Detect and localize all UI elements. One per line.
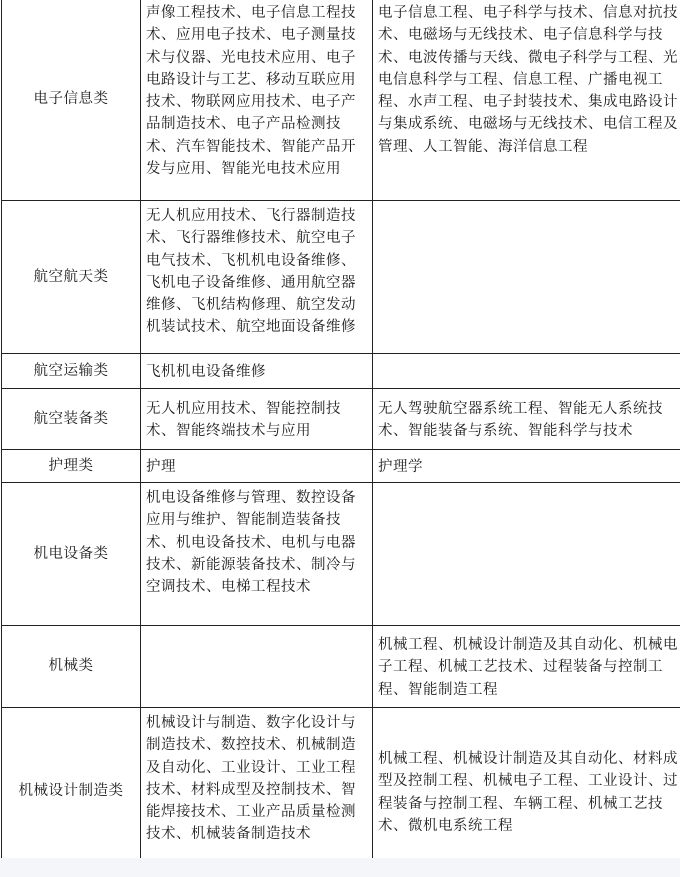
table-row — [2, 389, 680, 450]
category-cell: 航空运输类 — [2, 354, 141, 389]
vocational-majors-cell — [141, 626, 373, 708]
vocational-majors-cell: 声像工程技术、电子信息工程技术、应用电子技术、电子测量技术与仪器、光电技术应用、电子电路设计与工艺、移动互联应用技术、物联网应用技术、电子产品制造技术、电子产品检测技术、汽车智能技术、智能产品开发与应用、智能光电技术应用 — [141, 0, 373, 201]
table-row — [2, 708, 680, 859]
vocational-majors-cell: 机电设备维修与管理、数控设备应用与维护、智能制造装备技术、机电设备技术、电机与电器技术、新能源装备技术、制冷与空调技术、电梯工程技术 — [141, 483, 373, 626]
table-row — [2, 450, 680, 483]
undergraduate-majors-cell: 电子信息工程、电子科学与技术、信息对抗技术、电磁场与无线技术、电子信息科学与技术、电波传播与天线、微电子科学与工程、光电信息科学与工程、信息工程、广播电视工程、水声工程、电子封装技术、集成电路设计与集成系统、电磁场与无线技术、电信工程及管理、人工智能、海洋信息工程 — [373, 0, 680, 201]
table-row — [2, 483, 680, 626]
undergraduate-majors-cell — [373, 354, 680, 389]
vocational-majors-cell: 护理 — [141, 450, 373, 483]
category-cell: 航空装备类 — [2, 389, 141, 450]
undergraduate-majors-cell: 无人驾驶航空器系统工程、智能无人系统技术、智能装备与系统、智能科学与技术 — [373, 389, 680, 450]
category-cell: 航空航天类 — [2, 201, 141, 354]
undergraduate-majors-cell: 护理学 — [373, 450, 680, 483]
table-row — [2, 0, 680, 201]
table-row — [2, 201, 680, 354]
table-row — [2, 626, 680, 708]
category-cell: 护理类 — [2, 450, 141, 483]
category-cell: 机械类 — [2, 626, 141, 708]
undergraduate-majors-cell: 机械工程、机械设计制造及其自动化、材料成型及控制工程、机械电子工程、工业设计、过程装备与控制工程、车辆工程、机械工艺技术、微机电系统工程 — [373, 708, 680, 859]
viewer-bottom-margin — [0, 858, 680, 877]
vocational-majors-cell: 无人机应用技术、飞行器制造技术、飞行器维修技术、航空电子电气技术、飞机机电设备维修、飞机电子设备维修、通用航空器维修、飞机结构修理、航空发动机装试技术、航空地面设备维修 — [141, 201, 373, 354]
undergraduate-majors-cell — [373, 483, 680, 626]
undergraduate-majors-cell — [373, 201, 680, 354]
vocational-majors-cell: 无人机应用技术、智能控制技术、智能终端技术与应用 — [141, 389, 373, 450]
major-mapping-table — [1, 0, 680, 858]
category-cell: 机电设备类 — [2, 483, 141, 626]
category-cell: 机械设计制造类 — [2, 708, 141, 859]
undergraduate-majors-cell: 机械工程、机械设计制造及其自动化、机械电子工程、机械工艺技术、过程装备与控制工程、智能制造工程 — [373, 626, 680, 708]
vocational-majors-cell: 机械设计与制造、数字化设计与制造技术、数控技术、机械制造及自动化、工业设计、工业工程技术、材料成型及控制技术、智能焊接技术、工业产品质量检测技术、机械装备制造技术 — [141, 708, 373, 859]
table-row — [2, 354, 680, 389]
category-cell: 电子信息类 — [2, 0, 141, 201]
vocational-majors-cell: 飞机机电设备维修 — [141, 354, 373, 389]
